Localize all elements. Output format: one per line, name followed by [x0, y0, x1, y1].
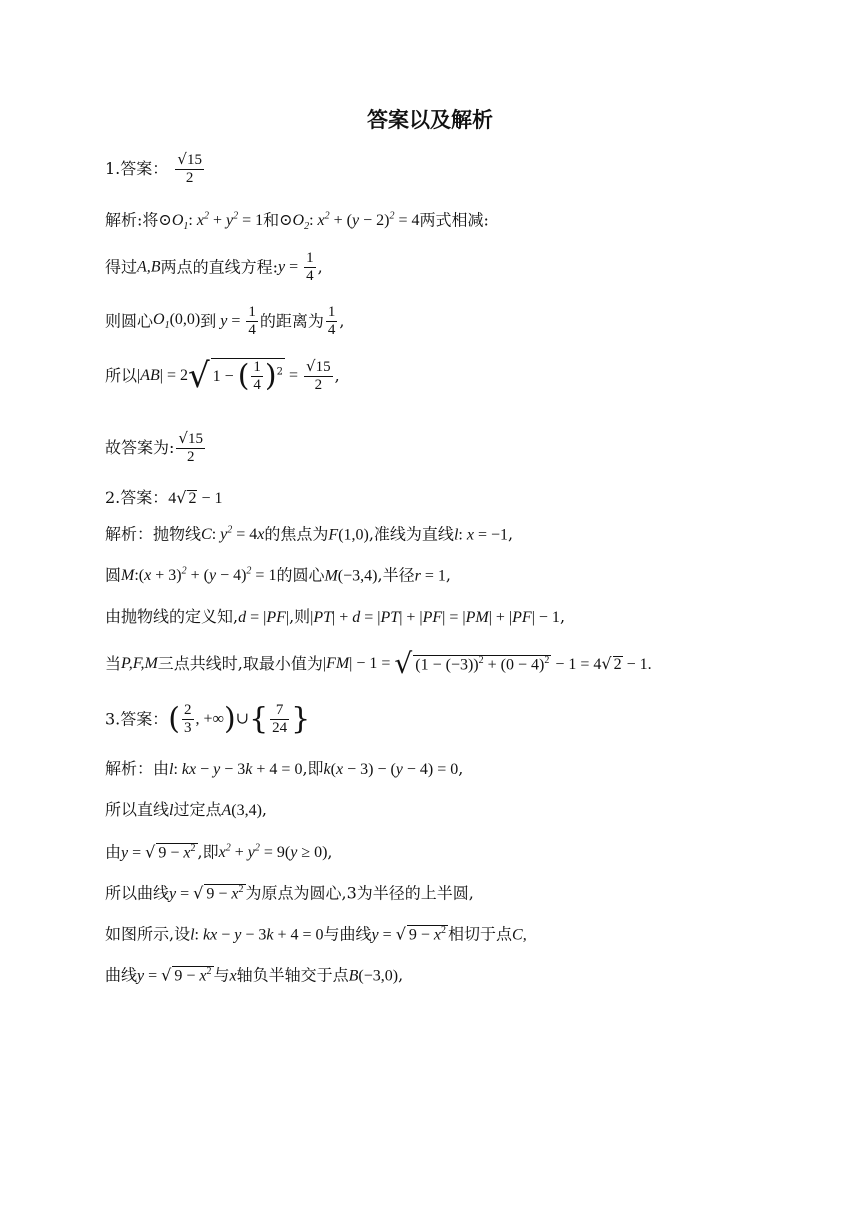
q1-answer-label: 1.答案：: [105, 159, 169, 178]
q2-answer-value: 4√ 2 − 1: [168, 488, 223, 507]
q3-answer: 3.答案：( $\frac{2}{3}$ , +∞)∪{ $\frac{7}{24}$ }: [105, 701, 311, 737]
q3-solution-line6: 曲线y = √ $9 - x^2$ 与x轴负半轴交于点B(−3,0),: [105, 965, 404, 985]
q3-answer-label: 3.答案：: [105, 709, 169, 729]
q2-solution-line3: 由抛物线的定义知,d = |PF|,则|PT| + d = |PT| + |PF| = |PM| + |PF| − 1,: [105, 607, 566, 626]
q1-solution-line3: 则圆心$O_1(0,0)$到 y = $\frac{1}{4}$ 的距离为 $\frac{1}{4}$ ,: [105, 304, 345, 338]
q2-answer-label: 2.答案：: [105, 488, 169, 507]
page-title: 答案以及解析: [367, 108, 493, 132]
q1-solution-line4: 所以|AB| = 2√ 1 − ( $\frac{1}{4}$ )$^2$ = $\frac{√15}{2}$ ,: [105, 356, 340, 396]
q2-solution-line2: 圆M:(x + $3)^2 + (y - 4)^2 = 1$的圆心M(−3,4),半径r = 1,: [105, 565, 451, 585]
q3-solution-line1: 解析：由l: kx − y − 3k + 4 = 0,即k(x − 3) − (y − 4) = 0,: [105, 759, 464, 778]
q3-solution-line2: 所以直线l过定点A(3,4),: [105, 800, 268, 819]
q1-solution-line2: 得过A,B两点的直线方程:y = $\frac{1}{4}$ ,: [105, 250, 323, 284]
q2-solution-line1: 解析：抛物线C: $y^2 = 4x$的焦点为F(1,0),准线为直线l: x = −1,: [105, 524, 514, 544]
q3-solution-line4: 所以曲线y = √ $9 - x^2$ 为原点为圆心,3为半径的上半圆,: [105, 883, 474, 903]
q2-answer: [105, 490, 223, 507]
q3-solution-line3: 由y = √ $9 - x^2$ ,即$x^2 + y^2 = 9(y \ge 0)$,: [105, 842, 333, 862]
q1-answer-value: $\frac{√15}{2}$: [177, 150, 202, 186]
q1-solution-line1: 解析:将$⊙O_1$: $x^2 + y^2 = 1$和$⊙O_2$: $x^2 + (y - 2)^2 = 4$两式相减:: [105, 210, 489, 233]
q1-answer: [105, 151, 206, 187]
q1-final: 故答案为: $\frac{√15}{2}$: [105, 429, 203, 465]
q3-solution-line5: 如图所示,设l: kx − y − 3k + 4 = 0与曲线y = √ $9 - x^2$ 相切于点C,: [105, 924, 527, 944]
q2-solution-line4: 当P,F,M三点共线时,取最小值为|FM| − 1 = √ $(1 - (-3))^2 + (0 - 4)^2 - 1 = 4√$ 2 − 1.: [105, 647, 652, 680]
